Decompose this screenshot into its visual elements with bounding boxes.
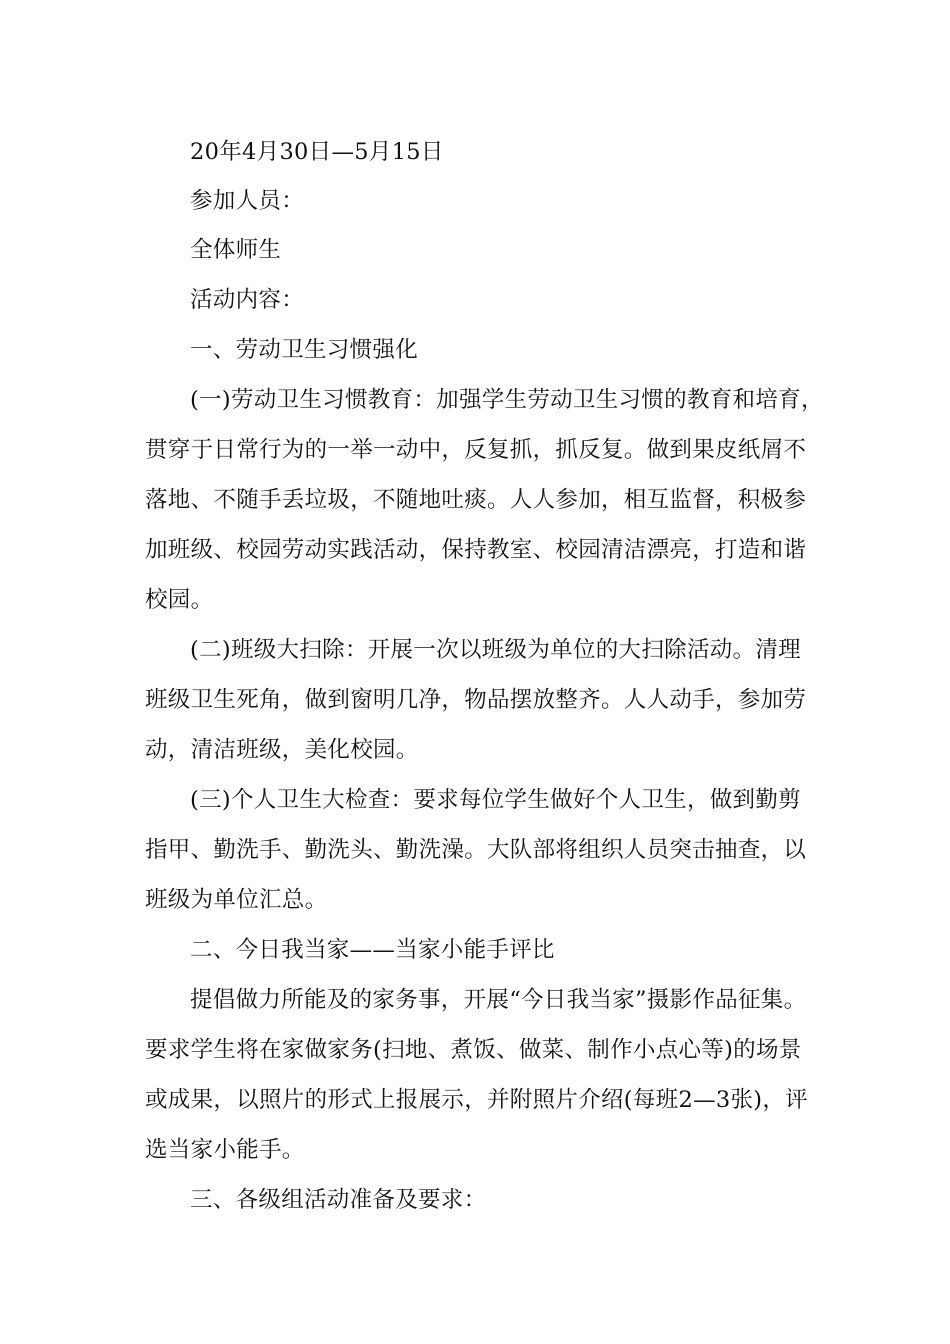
paragraph-line: 或成果，以照片的形式上报展示，并附照片介绍(每班2—3张)，评	[145, 1087, 808, 1113]
paragraph-line: 动，清洁班级，美化校园。	[145, 737, 419, 763]
participants-heading: 参加人员：	[190, 188, 305, 214]
paragraph-line: 指甲、勤洗手、勤洗头、勤洗澡。大队部将组织人员突击抽查，以	[145, 837, 807, 863]
section-one-heading: 一、劳动卫生习惯强化	[190, 337, 419, 363]
activity-date: 20年4月30日—5月15日	[190, 139, 444, 165]
paragraph-line: (一)劳动卫生习惯教育：加强学生劳动卫生习惯的教育和培育，	[190, 387, 824, 413]
paragraph-line: (三)个人卫生大检查：要求每位学生做好个人卫生，做到勤剪	[190, 787, 801, 813]
paragraph-line: 贯穿于日常行为的一举一动中，反复抓，抓反复。做到果皮纸屑不	[145, 437, 807, 463]
section-three-heading: 三、各级组活动准备及要求：	[190, 1187, 487, 1213]
paragraph-line: 班级为单位汇总。	[145, 887, 328, 913]
paragraph-line: 要求学生将在家做家务(扫地、煮饭、做菜、制作小点心等)的场景	[145, 1037, 802, 1063]
content-heading: 活动内容：	[190, 287, 305, 313]
paragraph-line: 提倡做力所能及的家务事，开展“今日我当家”摄影作品征集。	[190, 987, 807, 1013]
paragraph-line: 选当家小能手。	[145, 1137, 305, 1163]
section-two-heading: 二、今日我当家——当家小能手评比	[190, 937, 555, 963]
paragraph-line: 加班级、校园劳动实践活动，保持教室、校园清洁漂亮，打造和谐	[145, 537, 807, 563]
paragraph-line: (二)班级大扫除：开展一次以班级为单位的大扫除活动。清理	[190, 637, 801, 663]
paragraph-line: 校园。	[145, 587, 214, 613]
paragraph-line: 落地、不随手丢垃圾，不随地吐痰。人人参加，相互监督，积极参	[145, 487, 807, 513]
participants-value: 全体师生	[190, 237, 282, 263]
paragraph-line: 班级卫生死角，做到窗明几净，物品摆放整齐。人人动手，参加劳	[145, 687, 807, 713]
